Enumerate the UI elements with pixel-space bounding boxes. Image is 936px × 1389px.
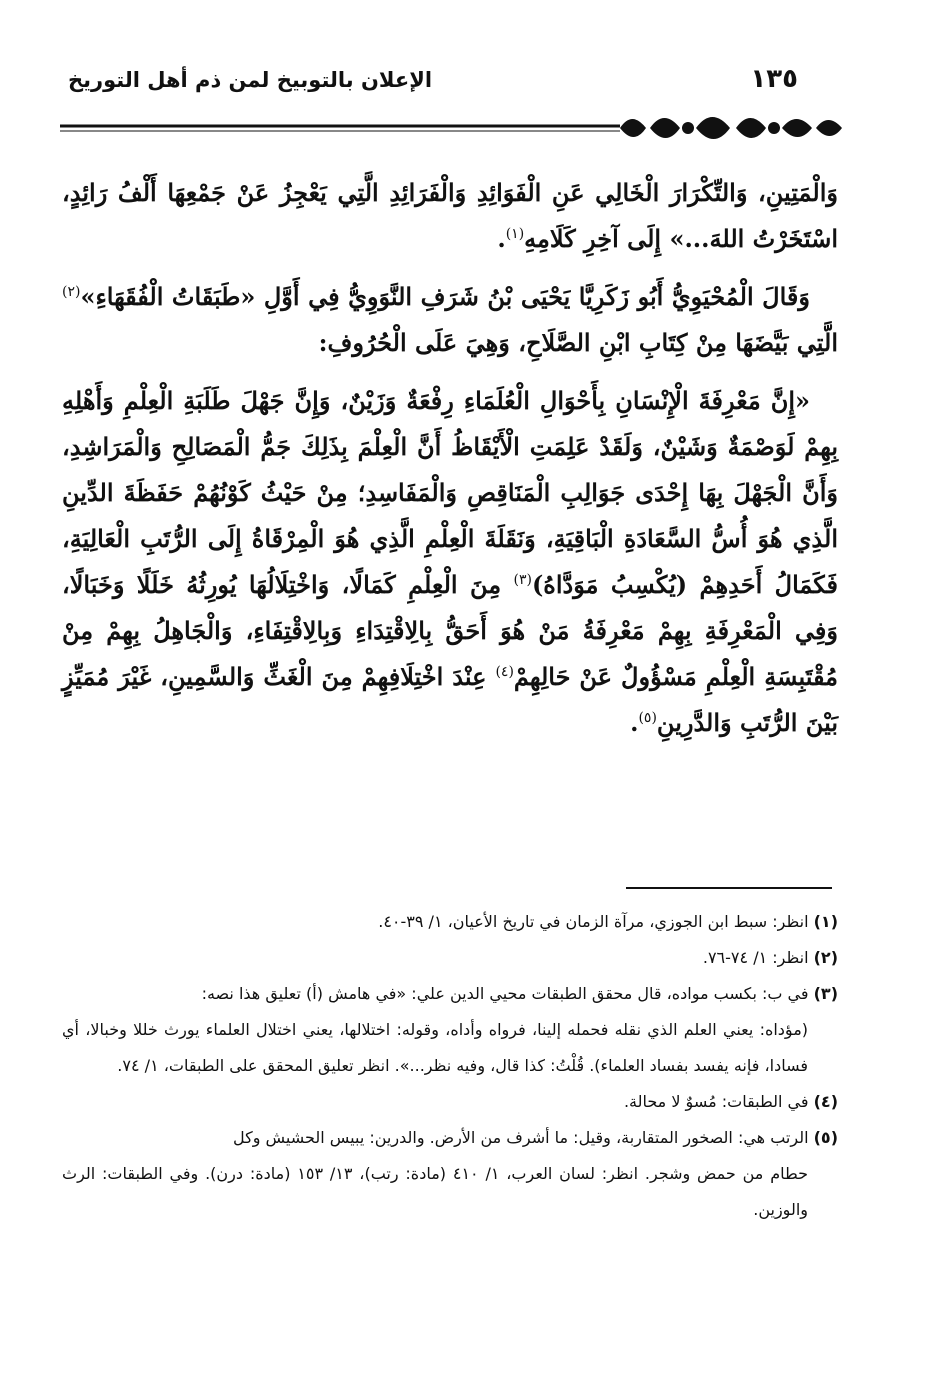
footnote-3-continuation: (مؤداه: يعني العلم الذي نقله فحمله إلينا، فرواه وأداه، وقوله: اختلالها، يعني اختلال العلماء يورث خللا وخبالا، أي فسادا، فإنه يفسد بفساد العلماء). قُلْتُ: كذا قال، وفيه نظر...». انظر تعليق المحقق على الطبقات، ١/ ٧٤.	[62, 1020, 808, 1075]
paragraph-2	[62, 274, 838, 366]
decorative-border-icon	[60, 104, 846, 152]
footnote-4	[62, 1084, 838, 1120]
paragraph-3-end: .	[630, 708, 639, 737]
footnote-5-continuation: حطام من حمض وشجر. انظر: لسان العرب، ١/ ٤١٠ (مادة: رتب)، ١٣/ ١٥٣ (مادة: درن). وفي الطبقات: الرث والوزين.	[62, 1164, 809, 1219]
paragraph-3-text-2: مِنَ الْعِلْمِ كَمَالًا، وَاخْتِلَالُهَا يُورِثُهُ خَلَلًا وَخَبَالًا، وَفِي الْمَعْرِفَةِ بِهِمْ مَعْرِفَةُ مَنْ هُوَ أَحَقُّ بِالِاقْتِدَاءِ وَبِالِاقْتِفَاءِ، وَالْجَاهِلُ بِهِمْ مِنْ مُقْتَبِسَةِ الْعِلْمِ مَسْؤُولٌ عَنْ حَالِهِمْ	[62, 570, 838, 691]
footnote-ref-1: (١)	[505, 226, 525, 242]
running-title: الإعلان بالتوبيخ لمن ذم أهل التوريخ	[68, 68, 433, 92]
footnote-2	[62, 940, 838, 976]
footnote-number: (٣)	[813, 984, 838, 1003]
footnote-text: انظر: ١/ ٧٤-٧٦.	[702, 948, 809, 967]
footnotes	[62, 904, 838, 1228]
paragraph-2-text: وَقَالَ الْمُحْيَوِيُّ أَبُو زَكَرِيَّا يَحْيَى بْنُ شَرَفِ النَّوَوِيُّ فِي أَوَّلِ «طَبَقَاتُ الْفُقَهَاءِ»	[80, 282, 810, 311]
footnote-3	[62, 976, 838, 1012]
footnote-1	[62, 904, 838, 940]
main-text	[62, 170, 838, 758]
footnote-text: في ب: بكسب مواده، قال محقق الطبقات محيي الدين علي: «في هامش (أ) تعليق هذا نصه:	[201, 984, 809, 1003]
footnote-number: (٥)	[813, 1128, 838, 1147]
footnote-number: (٤)	[813, 1092, 838, 1111]
page-number: ١٣٥	[750, 64, 798, 94]
footnote-ref-3: (٣)	[513, 572, 532, 588]
footnote-5	[62, 1120, 838, 1156]
page-header	[68, 64, 838, 104]
paragraph-1-end: .	[497, 224, 506, 253]
footnote-text: انظر: سبط ابن الجوزي، مرآة الزمان في تاريخ الأعيان، ١/ ٣٩-٤٠.	[378, 912, 809, 931]
footnote-ref-4: (٤)	[495, 664, 514, 680]
footnote-separator	[626, 887, 832, 889]
footnote-text: في الطبقات: مُسوٌ لا محالة.	[623, 1092, 809, 1111]
paragraph-1-text: وَالْمَتِينِ، وَالتِّكْرَارَ الْخَالِي عَنِ الْفَوَائِدِ وَالْفَرَائِدِ الَّتِي يَعْجِزُ عَنْ جَمْعِهَا أَلْفُ رَائِدٍ، اسْتَخَرْتُ اللهَ...» إِلَى آخِرِ كَلَامِهِ	[62, 178, 838, 253]
footnote-ref-2: (٢)	[62, 284, 81, 300]
paragraph-3-text-3: عِنْدَ اخْتِلَافِهِمْ مِنَ الْغَثِّ وَالسَّمِينِ، غَيْرَ مُمَيِّزٍ بَيْنَ الرُّتَبِ وَالدَّرِينِ	[62, 662, 838, 737]
footnote-number: (٢)	[813, 948, 838, 967]
paragraph-3-text: «إِنَّ مَعْرِفَةَ الْإِنْسَانِ بِأَحْوَالِ الْعُلَمَاءِ رِفْعَةٌ وَزَيْنٌ، وَإِنَّ جَهْلَ طَلَبَةِ الْعِلْمِ وَأَهْلِهِ بِهِمْ لَوَصْمَةٌ وَشَيْنٌ، وَلَقَدْ عَلِمَتِ الْأَيْقَاظُ أَنَّ الْعِلْمَ بِذَلِكَ جَمُّ الْمَصَالِحِ وَالْمَرَاشِدِ، وَأَنَّ الْجَهْلَ بِهَا إِحْدَى جَوَالِبِ الْمَنَاقِصِ وَالْمَفَاسِدِ؛ مِنْ حَيْثُ كَوْنُهُمْ حَفَظَةَ الدِّينِ الَّذِي هُوَ أُسُّ السَّعَادَةِ الْبَاقِيَةِ، وَنَقَلَةَ الْعِلْمِ الَّذِي هُوَ الْمِرْقَاةُ إِلَى الرُّتَبِ الْعَالِيَةِ، فَكَمَالُ أَحَدِهِمْ (يُكْسِبُ مَوَدَّاهُ)	[62, 386, 839, 599]
paragraph-1	[62, 170, 838, 262]
footnote-ref-5: (٥)	[638, 710, 657, 726]
footnote-number: (١)	[813, 912, 838, 931]
paragraph-3	[62, 378, 838, 746]
footnote-text: الرتب هي: الصخور المتقاربة، وقيل: ما أشرف من الأرض. والدرين: يبيس الحشيش وكل	[232, 1128, 809, 1147]
paragraph-2-text-2: الَّتِي بَيَّضَهَا مِنْ كِتَابِ ابْنِ الصَّلَاحِ، وَهِيَ عَلَى الْحُرُوفِ:	[318, 328, 838, 357]
